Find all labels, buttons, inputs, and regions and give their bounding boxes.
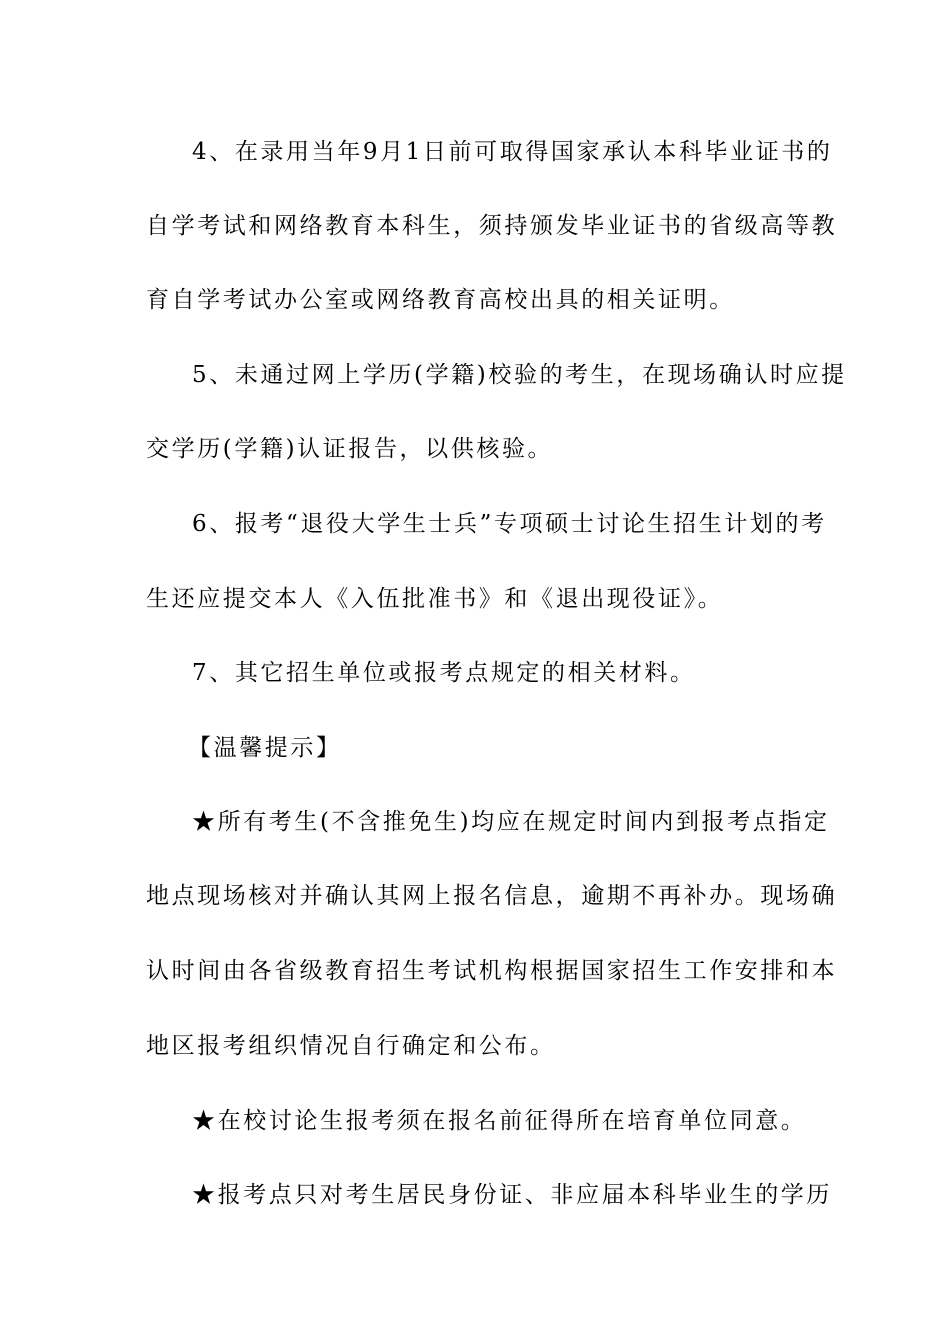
paragraph-6-line-1: 6、报考“退役大学生士兵”专项硕士讨论生招生计划的考 (192, 511, 827, 537)
paragraph-4-line-3: 育自学考试办公室或网络教育高校出具的相关证明。 (146, 287, 735, 313)
paragraph-5-line-2: 交学历(学籍)认证报告，以供核验。 (146, 436, 554, 462)
paragraph-4-line-1: 4、在录用当年9月1日前可取得国家承认本科毕业证书的 (192, 139, 833, 165)
paragraph-7-line-1: 7、其它招生单位或报考点规定的相关材料。 (192, 660, 696, 686)
tip-1-line-2: 地点现场核对并确认其网上报名信息，逾期不再补办。现场确 (146, 883, 838, 909)
tip-1-line-3: 认时间由各省级教育招生考试机构根据国家招生工作安排和本 (146, 958, 838, 984)
paragraph-5-line-1: 5、未通过网上学历(学籍)校验的考生，在现场确认时应提 (192, 362, 847, 388)
tip-1-line-4: 地区报考组织情况自行确定和公布。 (146, 1033, 556, 1059)
tip-1-line-1: ★所有考生(不含推免生)均应在规定时间内到报考点指定 (192, 809, 830, 835)
tips-heading: 【温馨提示】 (188, 735, 342, 761)
tip-2-line-1: ★在校讨论生报考须在报名前征得所在培育单位同意。 (192, 1108, 807, 1134)
paragraph-6-line-2: 生还应提交本人《入伍批准书》和《退出现役证》。 (146, 586, 724, 612)
paragraph-4-line-2: 自学考试和网络教育本科生，须持颁发毕业证书的省级高等教 (146, 213, 838, 239)
tip-3-line-1: ★报考点只对考生居民身份证、非应届本科毕业生的学历 (192, 1182, 832, 1208)
